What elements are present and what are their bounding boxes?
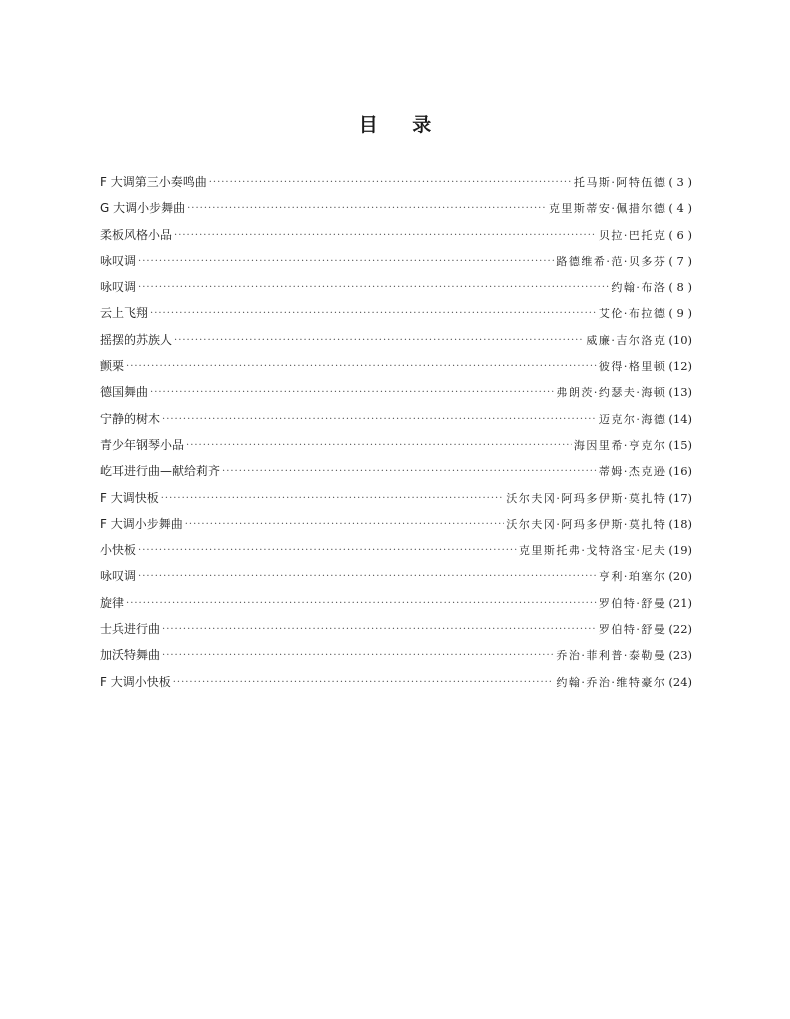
toc-entry-title: F 大调快板 (100, 490, 159, 505)
toc-entry-page: (21) (668, 595, 692, 610)
toc-entry[interactable] (100, 198, 692, 224)
toc-entry[interactable] (100, 409, 692, 435)
toc-entry[interactable] (100, 356, 692, 382)
toc-entry-composer: 贝拉·巴托克 (598, 228, 667, 242)
toc-entry[interactable] (100, 593, 692, 619)
toc-entry[interactable] (100, 330, 692, 356)
toc-entry-composer: 迈克尔·海德 (598, 412, 667, 426)
toc-entry-title: F 大调第三小奏鸣曲 (100, 175, 207, 189)
toc-entry[interactable] (100, 277, 692, 303)
toc-entry-composer: 路德维希·范·贝多芬 (556, 254, 667, 268)
toc-leader-dots (174, 331, 584, 351)
toc-entry-page: (17) (668, 490, 692, 505)
toc-leader-dots (162, 646, 554, 666)
toc-entry-title: 屹耳进行曲—献给莉齐 (100, 464, 221, 479)
toc-entry-page: ( 8 ) (668, 280, 692, 295)
toc-entry-page: ( 7 ) (668, 253, 692, 268)
toc-leader-dots (161, 489, 505, 509)
toc-entry-page: (24) (668, 674, 692, 689)
toc-entry[interactable] (100, 303, 692, 329)
toc-entry-composer: 海因里希·亨克尔 (573, 438, 667, 452)
toc-entry-title: 青少年钢琴小品 (100, 437, 185, 452)
toc-entry[interactable] (100, 382, 692, 408)
toc-entry[interactable] (100, 672, 692, 698)
toc-leader-dots (187, 199, 547, 219)
toc-entry-composer: 约翰·乔治·维特豪尔 (556, 675, 667, 689)
toc-leader-dots (209, 173, 572, 193)
toc-entry-title: 加沃特舞曲 (100, 648, 161, 663)
toc-entry[interactable] (100, 645, 692, 671)
toc-entry-composer: 罗伯特·舒曼 (598, 623, 667, 637)
toc-entry-composer: 克里斯托弗·戈特洛宝·尼夫 (518, 544, 667, 558)
toc-entry[interactable] (100, 566, 692, 592)
toc-entry-composer: 蒂姆·杰克逊 (598, 465, 667, 479)
toc-entry-title: 小快板 (100, 543, 137, 558)
toc-entry-page: (13) (668, 385, 692, 400)
toc-entry-title: 咏叹调 (100, 253, 137, 268)
toc-entry-page: (22) (668, 622, 692, 637)
toc-entry-page: (16) (668, 464, 692, 479)
toc-entry-page: (23) (668, 648, 692, 663)
toc-entry[interactable] (100, 619, 692, 645)
toc-entry-composer: 彼得·格里顿 (598, 360, 667, 374)
toc-entry-page: (19) (668, 543, 692, 558)
toc-leader-dots (222, 462, 597, 482)
page-title: 目 录 (358, 114, 446, 136)
toc-entry[interactable] (100, 435, 692, 461)
toc-entry[interactable] (100, 251, 692, 277)
toc-entry-composer: 沃尔夫冈·阿玛多伊斯·莫扎特 (506, 491, 667, 505)
toc-entry-title: 柔板风格小品 (100, 227, 173, 242)
toc-entry[interactable] (100, 514, 692, 540)
table-of-contents (100, 172, 692, 698)
toc-leader-dots (162, 620, 597, 640)
toc-leader-dots (185, 515, 505, 535)
toc-leader-dots (173, 673, 555, 693)
toc-entry-composer: 克里斯蒂安·佩措尔德 (548, 202, 667, 216)
toc-entry-title: G 大调小步舞曲 (100, 201, 186, 216)
toc-entry-title: 咏叹调 (100, 280, 137, 295)
toc-entry-page: ( 4 ) (668, 201, 692, 216)
toc-leader-dots (126, 594, 597, 614)
toc-entry-title: 咏叹调 (100, 569, 137, 584)
toc-entry-page: (12) (668, 359, 692, 374)
toc-leader-dots (162, 410, 597, 430)
toc-leader-dots (150, 383, 554, 403)
toc-entry-page: ( 3 ) (668, 175, 692, 189)
toc-leader-dots (186, 436, 572, 456)
toc-entry-title: F 大调小快板 (100, 674, 171, 689)
toc-entry-page: (15) (668, 437, 692, 452)
toc-entry-composer: 托马斯·阿特伍德 (573, 176, 667, 189)
toc-entry[interactable] (100, 225, 692, 251)
toc-leader-dots (138, 252, 554, 272)
toc-entry-composer: 沃尔夫冈·阿玛多伊斯·莫扎特 (506, 517, 667, 531)
toc-entry-composer: 威廉·吉尔洛克 (586, 333, 667, 347)
toc-entry-page: (10) (668, 332, 692, 347)
toc-entry-title: 云上飞翔 (100, 306, 149, 321)
toc-entry-title: 摇摆的苏族人 (100, 332, 173, 347)
toc-entry-title: 德国舞曲 (100, 385, 149, 400)
toc-entry-composer: 艾伦·布拉德 (598, 307, 667, 321)
toc-entry-title: F 大调小步舞曲 (100, 516, 183, 531)
toc-leader-dots (138, 541, 517, 561)
toc-leader-dots (138, 278, 609, 298)
toc-leader-dots (174, 226, 597, 246)
toc-entry-composer: 罗伯特·舒曼 (598, 596, 667, 610)
toc-entry-page: ( 6 ) (668, 227, 692, 242)
toc-entry-composer: 亨利·珀塞尔 (598, 570, 667, 584)
toc-entry-title: 宁静的树木 (100, 411, 161, 426)
toc-leader-dots (126, 357, 597, 377)
toc-entry-composer: 弗朗茨·约瑟夫·海顿 (556, 386, 667, 400)
toc-entry-title: 颤栗 (100, 359, 125, 374)
toc-entry-title: 士兵进行曲 (100, 622, 161, 637)
toc-entry[interactable] (100, 540, 692, 566)
toc-entry-composer: 约翰·布洛 (611, 281, 667, 295)
toc-leader-dots (150, 304, 597, 324)
toc-entry-page: (14) (668, 411, 692, 426)
toc-entry-composer: 乔治·菲利普·泰勒曼 (556, 649, 667, 663)
toc-entry[interactable] (100, 488, 692, 514)
toc-entry-page: ( 9 ) (668, 306, 692, 321)
toc-entry-page: (18) (668, 516, 692, 531)
toc-entry-title: 旋律 (100, 595, 125, 610)
toc-entry[interactable] (100, 461, 692, 487)
toc-leader-dots (138, 567, 597, 587)
toc-entry-page: (20) (668, 569, 692, 584)
toc-entry[interactable] (100, 172, 692, 198)
